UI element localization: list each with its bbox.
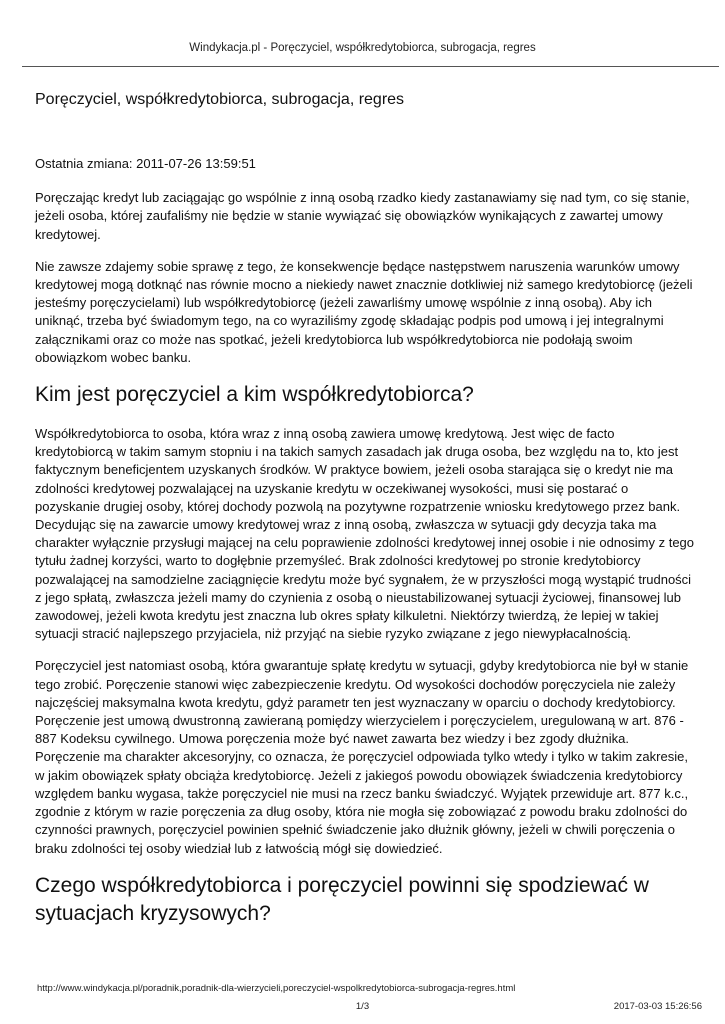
intro-paragraph-1: Poręczając kredyt lub zaciągając go wspólnie z inną osobą rzadko kiedy zastanawiamy się nad tym, co się stanie, jeżeli osoba, której zaufaliśmy nie będzie w stanie wywiązać się obowiązków wynikających z zawartej umowy kredytowej. [35, 190, 690, 242]
section1-paragraph-1: Współkredytobiorca to osoba, która wraz z inną osobą zawiera umowę kredytową. Jest więc de facto kredytobiorcą w takim samym stopniu i na takich samych zasadach jak druga osoba, bez względu na to, kto jest faktycznym beneficjentem uzyskanych środków. W praktyce bowiem, jeżeli osoba starająca się o kredyt nie ma zdolności kredytowej pozwalającej na uzyskanie kredytu w oczekiwanej wysokości, musi się postarać o pozyskanie drugiej osoby, której dochody pozwolą na pozytywne rozpatrzenie wniosku kredytowego przez bank. Decydując się na zawarcie umowy kredytowej wraz z inną osobą, zwłaszcza w sytuacji gdy decyzja taka ma charakter wyłącznie przysługi mającej na celu poprawienie zdolności kredytowej innej osobie i nie odnosimy z tego tytułu żadnej korzyści, warto to dogłębnie przemyśleć. Brak zdolności kredytowej po stronie kredytobiorcy pozwalającej na samodzielne zaciągnięcie kredytu może być sygnałem, że w przyszłości mogą wystąpić trudności z jego spłatą, zwłaszcza jeżeli mamy do czynienia z osobą o nieustabilizowanej sytuacji życiowej, finansowej lub zawodowej, jeżeli kwota kredytu jest znaczna lub okres spłaty kilkuletni. Niektórzy twierdzą, że lepiej w takiej sytuacji stracić najlepszego przyjaciela, niż przyjąć na siebie ryzyko związane z jego niewypłacalnością. [35, 426, 695, 642]
section-heading-2: Czego współkredytobiorca i poręczyciel powinni się spodziewać w sytuacjach kryzysowych? [35, 873, 649, 925]
last-modified: Ostatnia zmiana: 2011-07-26 13:59:51 [35, 156, 256, 171]
header-divider [22, 66, 719, 67]
page-header-title: Windykacja.pl - Poręczyciel, współkredytobiorca, subrogacja, regres [189, 42, 536, 54]
section-heading-1: Kim jest poręczyciel a kim współkredytobiorca? [35, 383, 474, 407]
footer-timestamp: 2017-03-03 15:26:56 [613, 1001, 702, 1012]
page-number: 1/3 [355, 1001, 370, 1012]
footer-url: http://www.windykacja.pl/poradnik,poradnik-dla-wierzycieli,poreczyciel-wspolkredytobiorca-subrogacja-regres.html [37, 983, 516, 994]
article-title: Poręczyciel, współkredytobiorca, subrogacja, regres [35, 91, 405, 108]
intro-paragraph-2: Nie zawsze zdajemy sobie sprawę z tego, że konsekwencje będące następstwem naruszenia warunków umowy kredytowej mogą dotknąć nas równie mocno a niekiedy nawet znacznie dotkliwiej niż samego kredytobiorcę (jeżeli jesteśmy poręczycielami) lub współkredytobiorcę (jeżeli zawarliśmy umowę wspólnie z inną osobą). Aby ich uniknąć, trzeba być świadomym tego, na co wyraziliśmy zgodę składając podpis pod umową i jej integralnymi załącznikami oraz co może nas spotkać, jeżeli kredytobiorca lub współkredytobiorca nie podołają swoim obowiązkom wobec banku. [35, 258, 693, 365]
section1-paragraph-2: Poręczyciel jest natomiast osobą, która gwarantuje spłatę kredytu w sytuacji, gdyby kredytobiorca nie był w stanie tego zrobić. Poręczenie stanowi więc zabezpieczenie kredytu. Od wysokości dochodów poręczyciela nie zależy najczęściej maksymalna kwota kredytu, gdyż parametr ten jest wyznaczany w oparciu o dochody kredytobiorcy. Poręczenie jest umową dwustronną zawieraną pomiędzy wierzycielem i poręczycielem, uregulowaną w art. 876 - 887 Kodeksu cywilnego. Umowa poręczenia może być nawet zawarta bez wiedzy i bez zgody dłużnika. Poręczenie ma charakter akcesoryjny, co oznacza, że poręczyciel odpowiada tylko wtedy i tylko w takim zakresie, w jakim obowiązek spłaty obciąża kredytobiorcę. Jeżeli z jakiegoś powodu obowiązek świadczenia kredytobiorcy względem banku wygasa, także poręczyciel nie musi na rzecz banku świadczyć. Wyjątek przewiduje art. 877 k.c., zgodnie z którym w razie poręczenia za dług osoby, która nie mogła się zobowiązać z powodu braku zdolności do czynności prawnych, poręczyciel powinien spełnić świadczenie jako dłużnik główny, jeżeli w chwili poręczenia o braku zdolności tej osoby wiedział lub z łatwością mógł się dowiedzieć. [35, 658, 689, 856]
article-body [35, 90, 695, 944]
